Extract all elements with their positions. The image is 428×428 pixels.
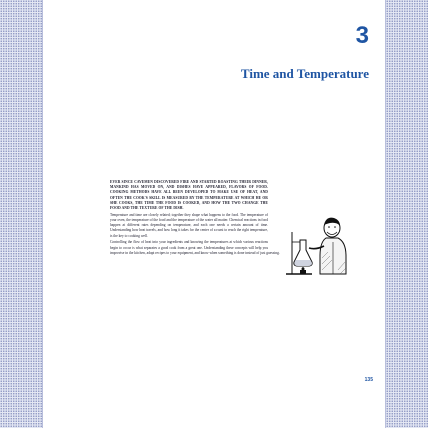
paragraph-1-text: EVER SINCE CAVEMEN DISCOVERED FIRE AND STARTED ROASTING THEIR DINNER, MANKIND HAS MOVED ON, AND DISHES HAVE APPEARED, FLAVORS OF FOOD. COOKING METHODS HAVE ALL BEEN DEVELOPED TO MAKE USE OF HEAT, AND OFTEN THE COOK'S SKILL IS MEASURED BY THE TEMPERATURE AT WHICH HE OR SHE COOKS, THE TIME THE FOOD IS COOKED, AND HOW THE TWO CHANGE THE FOOD AND THE TEXTURE OF THE DISH. xyxy=(110,180,268,211)
chapter-title: Time and Temperature xyxy=(240,66,369,81)
chemist-heating-flask-icon xyxy=(282,212,352,282)
decorative-border-left xyxy=(0,0,43,428)
decorative-border-right xyxy=(385,0,428,428)
paragraph-3: Controlling the flow of heat into your ingredients and knowing the temperatures at which various reactions begin to occur is what separates a good cook from a great one. Understanding these concepts will help you improvise in the kitchen, adapt recipes to your equipment, and know when something is done instead of just guessing. xyxy=(110,240,280,255)
page-number: 135 xyxy=(364,377,373,383)
paragraph-2: Temperature and time are closely related; together they shape what happens to the food. The temperature of your oven, the temperature of the food and the temperature of the water all matter. Chemical reactions in food happen at different rates depending on temperature, and each one needs a certain amount of time. Understanding how heat travels, and how long it takes for the center of a roast to reach the right temperature, is the key to cooking well. xyxy=(110,212,268,238)
chapter-number: 3 xyxy=(355,22,369,49)
